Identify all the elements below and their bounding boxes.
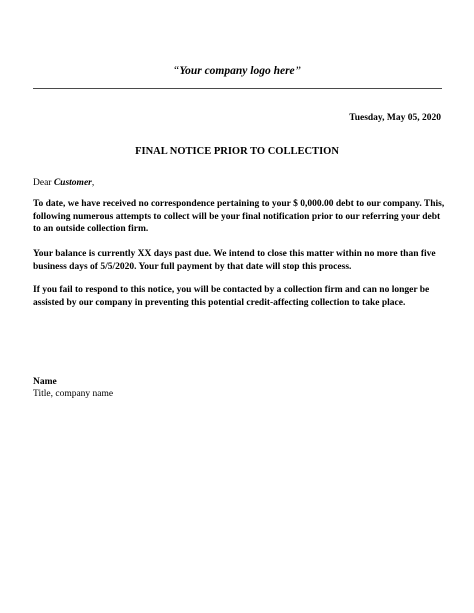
body-paragraph-1: To date, we have received no correspondence pertaining to your $ 0,000.00 debt to our company. This, following numerous attempts to collect will be your final notification prior to our referring your debt to an outside collection firm. [33, 199, 445, 234]
letter-title: FINAL NOTICE PRIOR TO COLLECTION [135, 146, 339, 157]
salutation-name: Customer [53, 178, 92, 188]
salutation-prefix: Dear [33, 178, 54, 188]
logo-close-quote: ” [294, 65, 302, 77]
logo-text: Your company logo here [179, 65, 295, 77]
signer-title: Title, company name [33, 389, 114, 399]
salutation [33, 177, 94, 189]
body-paragraph-3: If you fail to respond to this notice, you will be contacted by a collection firm and can no longer be assisted by our company in preventing this potential credit-affecting collection to take place. [33, 285, 430, 308]
salutation-suffix: , [91, 178, 95, 188]
logo-open-quote: “ [172, 65, 180, 77]
company-logo-placeholder [0, 64, 474, 78]
body-paragraph-2: Your balance is currently XX days past due. We intend to close this matter within no more than five business days of 5/5/2020. Your full payment by that date will stop this process. [33, 249, 436, 272]
signer-name: Name [33, 377, 57, 387]
header-divider [33, 88, 442, 89]
letter-date: Tuesday, May 05, 2020 [349, 113, 441, 123]
